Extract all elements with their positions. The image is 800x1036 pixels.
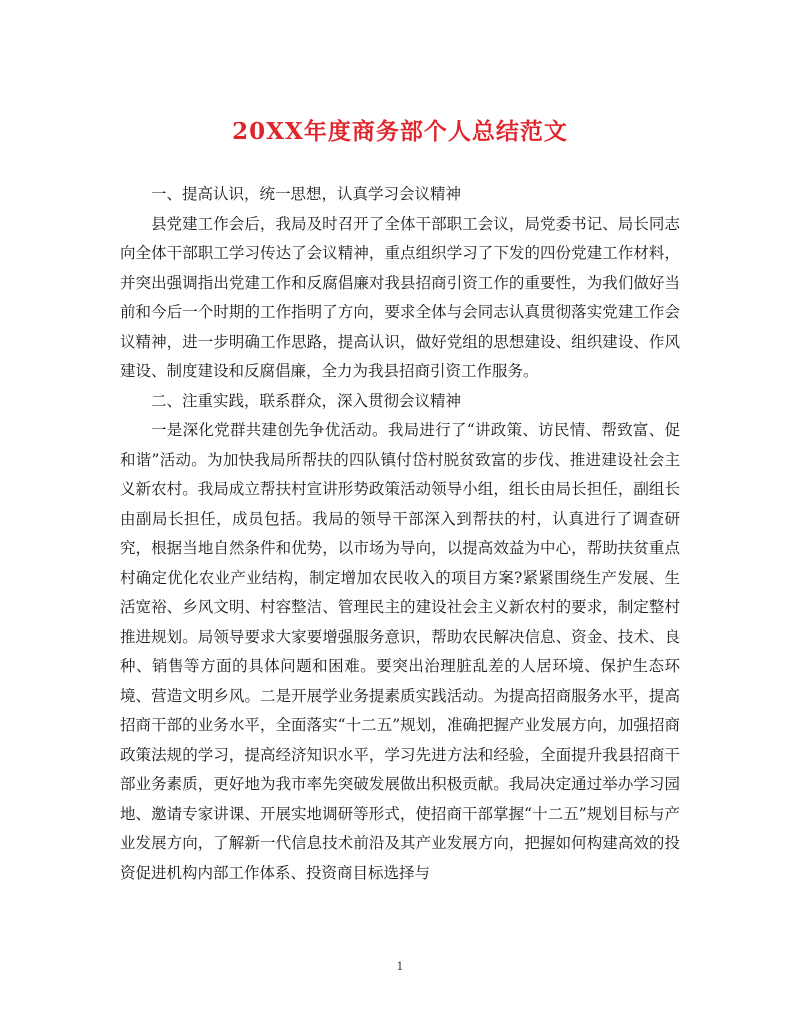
page-number: 1 xyxy=(396,960,404,973)
paragraph-1: 县党建工作会后，我局及时召开了全体干部职工会议，局党委书记、局长同志向全体干部职工学习传达了会议精神，重点组织学习了下发的四份党建工作材料，并突出强调指出党建工作和反腐倡廉对我县招商引资工作的重要性，为我们做好当前和今后一个时期的工作指明了方向，要求全体与会同志认真贯彻落实党建工作会议精神，进一步明确工作思路，提高认识，做好党组的思想建设、组织建设、作风建设、制度建设和反腐倡廉，全力为我县招商引资工作服务。 xyxy=(120,214,680,380)
document-body xyxy=(120,180,680,888)
paragraph-2: 一是深化党群共建创先争优活动。我局进行了“讲政策、访民情、帮致富、促和谐”活动。为加快我局所帮扶的四队镇付岱村脱贫致富的步伐、推进建设社会主义新农村。我局成立帮扶村宣讲形势政策活动领导小组，组长由局长担任，副组长由副局长担任，成员包括。我局的领导干部深入到帮扶的村，认真进行了调查研究，根据当地自然条件和优势，以市场为导向，以提高效益为中心，帮助扶贫重点村确定优化农业产业结构，制定增加农民收入的项目方案?紧紧围绕生产发展、生活宽裕、乡风文明、村容整洁、管理民主的建设社会主义新农村的要求，制定整村推进规划。局领导要求大家要增强服务意识，帮助农民解决信息、资金、技术、良种、销售等方面的具体问题和困难。要突出治理脏乱差的人居环境、保护生态环境、营造文明乡风。二是开展学业务提素质实践活动。为提高招商服务水平，提高招商干部的业务水平，全面落实“十二五”规划，准确把握产业发展方向，加强招商政策法规的学习，提高经济知识水平，学习先进方法和经验，全面提升我县招商干部业务素质，更好地为我市率先突破发展做出积极贡献。我局决定通过举办学习园地、邀请专家讲课、开展实地调研等形式，使招商干部掌握“十二五”规划目标与产业发展方向，了解新一代信息技术前沿及其产业发展方向，把握如何构建高效的投资促进机构内部工作体系、投资商目标选择与 xyxy=(120,421,680,882)
document-title: 20XX年度商务部个人总结范文 xyxy=(232,118,568,145)
section-heading-1: 一、提高认识，统一思想，认真学习会议精神 xyxy=(151,185,462,203)
section-heading-2: 二、注重实践，联系群众，深入贯彻会议精神 xyxy=(151,391,462,410)
